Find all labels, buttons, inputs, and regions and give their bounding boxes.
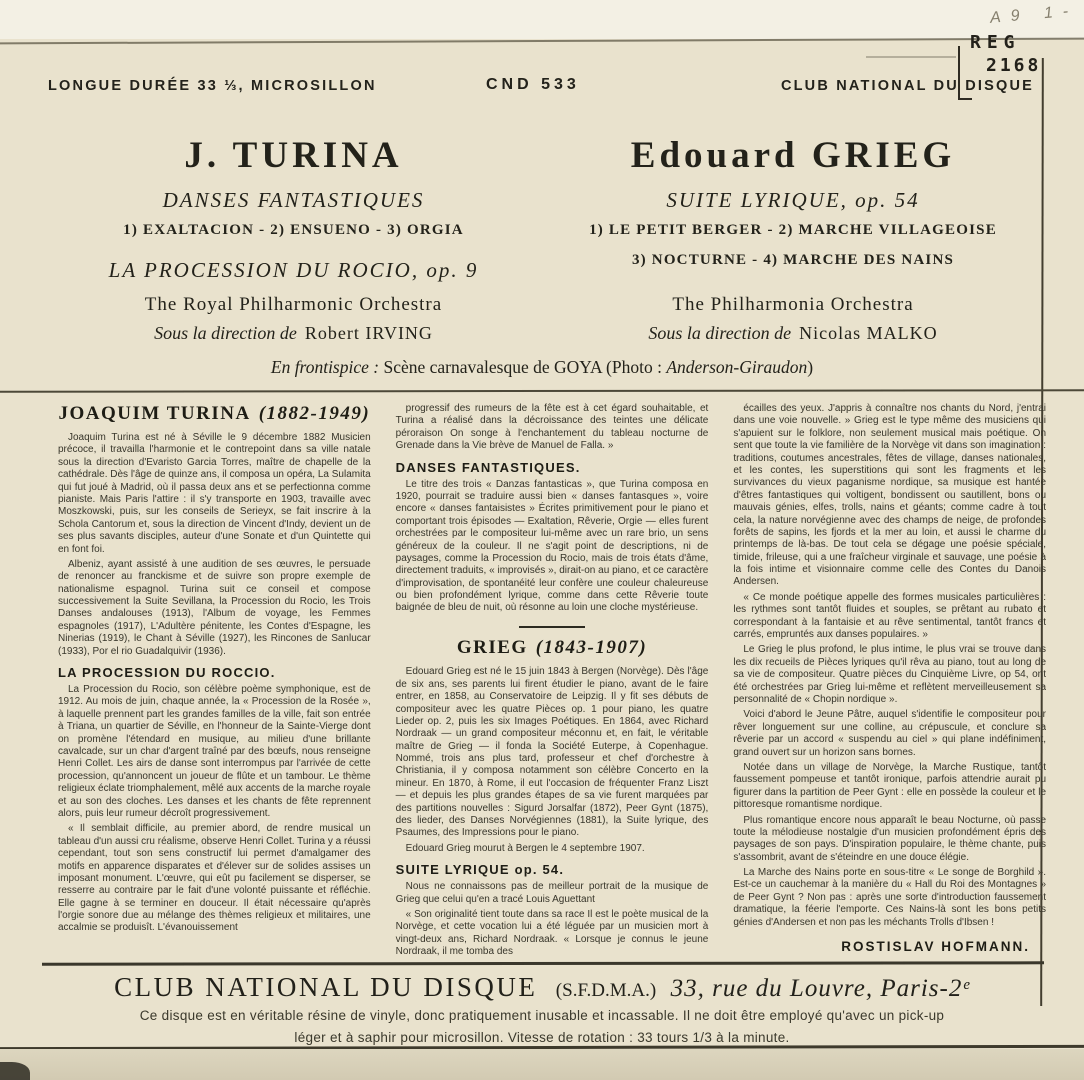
paragraph: Nous ne connaissons pas de meilleur portrait de la musique de Grieg que celui qu'en a tracé Louis Aguettant bbox=[395, 881, 709, 905]
frontispice-close: ) bbox=[807, 357, 814, 377]
liner-notes-column-1 bbox=[58, 403, 371, 963]
frontispice-description: Scène carnavalesque de GOYA (Photo : bbox=[383, 357, 662, 377]
publisher-name: CLUB NATIONAL DU DISQUE bbox=[114, 972, 538, 1002]
photo-credit: Anderson-Giraudon bbox=[666, 357, 808, 377]
orchestra-philharmonia: The Philharmonia Orchestra bbox=[672, 294, 914, 315]
liner-notes-column-3 bbox=[733, 403, 1046, 963]
movements-grieg-line1: 1) LE PETIT BERGER - 2) MARCHE VILLAGEOISE bbox=[589, 222, 997, 238]
movements-grieg-line2: 3) NOCTURNE - 4) MARCHE DES NAINS bbox=[631, 252, 955, 268]
work-title-suite-lyrique: SUITE LYRIQUE, op. 54 bbox=[666, 188, 920, 212]
bio-heading-dates: (1882-1949) bbox=[258, 403, 371, 424]
bio-heading-name: GRIEG bbox=[456, 637, 528, 659]
paragraph: « Ce monde poétique appelle des formes musicales particulières : les rythmes sont tantôt fluides et souples, se prêtant au rubato et correspondant à la fantaisie et au rêve sentimental, tantôt francs et carrés, empruntés aux danses populaires. » bbox=[733, 591, 1046, 641]
paragraph: écailles des yeux. J'appris à connaître nos chants du Nord, j'entrai dans une voie nouvelle. » Grieg est le type même des musiciens qui s'apuient sur le folklore, non seulement musical mais poétique. On sent que toute la vie familière de la Norvège vit dans son imagination : traditions, coutumes ancestrales, fêtes de village, danses nationales, et les contes, les superstitions qui sont les fragments et les survivances du vieux paganisme nordique, sa musique est hantée d'êtres fantastiques qui voltigent, bondissent ou sautillent, bons ou mauvais génies, elfes, trolls, nains et géants; comme cadre à tout cela, la nature norvégienne avec des champs de neige, de profondes forêts de sapins, les fjords et la mer au loin, et aussi le charme du printemps de là-bas. De tout cela se dégage une poésie spéciale, timide, frileuse, qui a une fraîcheur virginale et sauvage, une poésie à la fois intime et visionnaire comme celle des Contes du Danois Andersen. bbox=[733, 403, 1046, 588]
paragraph: Le Grieg le plus profond, le plus intime, le plus vrai se trouve dans les dix recueils de Pièces lyriques qu'il rêva au piano, tout au long de sa vie de compositeur. Quatre pièces du Cinquième Livre, op 54, ont été orchestrées par Grieg lui-même et reflètent merveilleusement sa personnalité de « Chopin nordique ». bbox=[733, 644, 1046, 705]
paragraph: La Marche des Nains porte en sous-titre « Le songe de Borghild ». Est-ce un cauchemar à la manière du « Hall du Roi des Montagnes » de Peer Gynt ? Non pas : après une sorte d'introduction faussement dramatique, la féerie l'emporte. Ces Nains-là sont les bons petits génies d'Andersen et non pas les méchants Trolls d'Ibsen ! bbox=[733, 867, 1046, 928]
publisher-org: (S.F.D.M.A.) bbox=[555, 980, 657, 1001]
paragraph: Edouard Grieg est né le 15 juin 1843 à Bergen (Norvège). Dès l'âge de six ans, ses parents lui firent étudier le piano, avant de le faire entrer, en 1858, au Conservatoire de Leipzig. Il y fit ses débuts de compositeur avec les quatre Pièces op. 1 pour piano, les quatre Lieder op. 2, puis les six Images Poétiques. En 1864, avec Richard Nordraak — un grand compositeur méconnu et, en fait, le véritable maître de Grieg — il fonda la Société Euterpe, à Copenhague. Nommé, trois ans plus tard, professeur et chef d'orchestre à Christiania, il y composa notamment son célèbre Concerto en la mineur. En 1870, à Rome, il eut l'occasion de fréquenter Franz Liszt — et depuis les plus grandes étapes de sa vie furent marquées par des partitions nouvelles : Sigurd Jorsalfar (1872), Peer Gynt (1875), des lieder, des Danses Norvégiennes (1881), la Suite lyrique, des Psaumes, des Impressions pour le piano. bbox=[395, 666, 709, 839]
handwritten-note: A9 1- bbox=[989, 2, 1079, 27]
divider-rule-top bbox=[0, 389, 1084, 393]
divider-rule-footer bbox=[42, 961, 1044, 965]
paragraph: Edouard Grieg mourut à Bergen le 4 septembre 1907. bbox=[405, 842, 645, 854]
frontispice-credit-line bbox=[0, 357, 1084, 378]
vinyl-notice-line2: léger et à saphir pour microsillon. Vitesse de rotation : 33 tours 1/3 à la minute. bbox=[294, 1030, 790, 1045]
stamp-reg-number: 2168 bbox=[986, 55, 1042, 76]
conductor-line-irving bbox=[66, 323, 521, 344]
conductor-line-malko bbox=[562, 323, 1024, 344]
stamp-tick-line bbox=[866, 56, 956, 58]
vinyl-notice-line1: Ce disque est en véritable résine de vinyle, donc pratiquement inusable et incassable. Il ne doit être employé qu'avec un pick-up bbox=[139, 1008, 945, 1023]
paragraph: Le titre des trois « Danzas fantasticas », que Turina composa en 1920, pourrait se traduire aussi bien « danses fantasques », voire encore « danses fantaisistes » Écrites primitivement pour le piano et comportant trois épisodes — Exaltation, Rêverie, Orgie — elles furent orchestrées par le compositeur lui-même avec un rare brio, un sens généreux de la couleur. Il ne s'agit point de descriptions, ni de paysages, comme la Procession du Rocio, mais de trois états d'âme, directement traduits, « improvisés », dirait-on au piano, et ce caractère d'improvisation, de spontanéité leur confère une couleur chaleureuse ou bien profondément lyrique, comme dans cette Rêverie toute baignée de bleu de nuit, où résonne au loin une cloche mystérieuse. bbox=[395, 478, 709, 614]
frontispice-prefix: En frontispice : bbox=[270, 357, 380, 377]
stamp-reg-label: REG bbox=[970, 32, 1021, 53]
work-title-danses: DANSES FANTASTIQUES bbox=[162, 188, 425, 212]
bio-heading-name: JOAQUIM TURINA bbox=[58, 403, 251, 424]
paragraph: La Procession du Rocio, son célèbre poème symphonique, est de 1912. Au mois de juin, chaque année, la « Procession de la Rosée », à laquelle prennent part les grandes familles de la ville, fait son entrée à Triana, un quartier de Séville, en l'honneur de la Sainte-Vierge dont on promène l'étendard en musique, au milieu d'une brillante cavalcade, sur un char d'argent traîné par des bœufs, nous renseigne Henri Collet. Les airs de danse sont interrompus par l'arrivée de cette procession, qu'annoncent un joueur de flûte et un tambour. Le thème religieux éclate triomphalement, mêlé aux accents de la marche royale et au son des cloches. Les danses et les chants de fête reprennent alors, puis leur rumeur décroît progressivement. bbox=[58, 684, 371, 819]
orchestra-royal-philharmonic: The Royal Philharmonic Orchestra bbox=[144, 294, 443, 315]
author-signature: ROSTISLAV HOFMANN. bbox=[841, 939, 1031, 955]
scan-edge-bottom bbox=[0, 1049, 1084, 1080]
paragraph: Albeniz, ayant assisté à une audition de ses œuvres, le persuade de renoncer au franckisme et de suivre son propre exemple de nationalisme espagnol. Turina suit ce conseil et compose successivement la Suite Sevillana, la Procession du Rocio, les Trois Danses andalouses (1913), l'Album de voyage, les Femmes espagnoles (1917), L'Adultère pénitente, les Contes d'Espagne, les Ninerias (1919), le Chant à Séville (1927), les Rincones de Sanlucar (1933), Por el rio Guadalquivir (1936). bbox=[58, 558, 371, 657]
bio-heading-dates: (1843-1907) bbox=[535, 637, 648, 659]
direction-prefix: Sous la direction de bbox=[648, 323, 792, 343]
liner-notes-column-2 bbox=[396, 403, 709, 963]
paragraph: Plus romantique encore nous apparaît le beau Nocturne, où passe toute la mélodieuse nostalgie d'un musicien profondément épris des paysages de son pays. D'inspiration populaire, le thème chante, puis s'assombrit, avant de s'éteindre en une douce élégie. bbox=[733, 814, 1046, 863]
bio-heading-turina bbox=[58, 403, 371, 425]
paragraph: Voici d'abord le Jeune Pâtre, auquel s'identifie le compositeur pour rêver longuement sur une colline, au crépuscule, et conclure sa rêverie par un accord « suspendu au ciel » qui plane indéfiniment, grand ouvert sur un horizon sans bornes. bbox=[733, 709, 1046, 758]
album-block-grieg bbox=[562, 134, 1024, 349]
direction-prefix: Sous la direction de bbox=[154, 323, 297, 343]
section-heading-danses: DANSES FANTASTIQUES. bbox=[395, 459, 581, 475]
movements-turina: 1) EXALTACION - 2) ENSUENO - 3) ORGIA bbox=[123, 222, 464, 238]
reg-stamp bbox=[956, 32, 1041, 76]
section-heading-suite-lyrique: SUITE LYRIQUE op. 54. bbox=[395, 862, 565, 878]
footer-publisher-line bbox=[0, 972, 1084, 1003]
album-block-turina bbox=[66, 134, 521, 349]
label-name: CLUB NATIONAL DU DISQUE bbox=[780, 78, 1034, 94]
conductor-name-irving: Robert IRVING bbox=[304, 323, 433, 343]
bio-heading-grieg bbox=[396, 637, 709, 659]
short-divider-rule bbox=[519, 626, 585, 629]
paragraph: Notée dans un village de Norvège, la Marche Rustique, tantôt faussement pompeuse et tantôt ironique, parfois attendrie aurait pu figurer dans la partition de Peer Gynt : elle en possède la couleur et le pittoresque romantisme nordique. bbox=[733, 761, 1046, 811]
composer-name-grieg: Edouard GRIEG bbox=[630, 135, 956, 176]
paragraph: « Son originalité tient toute dans sa race Il est le poète musical de la Norvège, et cette vocation lui a été léguée par un musicien mort à vingt-deux ans, Richard Nordraak. « Lorsque je connus le jeune Nordraak, il me tomba des bbox=[395, 909, 709, 958]
paragraph: progressif des rumeurs de la fête est à cet égard souhaitable, et Turina a réalisé dans la décroissance des teintes une délicate péroraison On songe à l'enchantement du tableau nocturne de Grenade dans la Vie brève de Manuel de Falla. » bbox=[395, 403, 709, 452]
scan-artifact-blotch bbox=[0, 1062, 30, 1080]
conductor-name-malko: Nicolas MALKO bbox=[799, 323, 938, 343]
work-title-procession: LA PROCESSION DU ROCIO, op. 9 bbox=[108, 258, 479, 282]
paragraph: « Il semblait difficile, au premier abord, de rendre musical un tableau d'un aussi cru réalisme, observe Henri Collet. Turina y a réussi cependant, tout son sens constructif lui permet d'amalgamer des motifs en apparence disparates et d'élever sur de solides assises un imposant monument. L'œuvre, qui eût pu facilement se disperser, se resserre au contraire par le fait d'une volonté puissante et réfléchie. Elle gagne à se terminer en douceur. Il était nécessaire qu'après l'orgie sonore due au mélange des thèmes religieux et militaires, une accalmie se produisît. L'évanouissement bbox=[58, 823, 371, 934]
format-label: LONGUE DURÉE 33 ⅓, MICROSILLON bbox=[48, 78, 377, 94]
scan-edge-top bbox=[0, 0, 1084, 39]
composer-name-turina: J. TURINA bbox=[184, 135, 403, 176]
catalog-number: CND 533 bbox=[486, 76, 580, 93]
liner-notes bbox=[58, 403, 1046, 963]
top-header-bar bbox=[48, 78, 1036, 100]
publisher-address: 33, rue du Louvre, Paris-2ᵉ bbox=[670, 975, 970, 1002]
section-heading-procession: LA PROCESSION DU ROCCIO. bbox=[58, 665, 276, 681]
paragraph: Joaquim Turina est né à Séville le 9 décembre 1882 Musicien précoce, il travailla l'harmonie et le contrepoint dans sa ville natale sous la direction d'Evaristo Garcia Torres, maître de chapelle de la cathédrale. Dès l'âge de quinze ans, il composa un opéra, La Sulamita qui fut joué à Madrid, où il passa deux ans et se perfectionna comme pianiste. Mais Paris l'attire : il s'y transporte en 1903, travaille avec Moszkowski, puis, sur les conseils de Serieyx, se fait inscrire à la Schola Cantorum et, sous la direction de Vincent d'Indy, devient un de ses plus savants disciples, auteur d'une Sonate et d'un Quintette qui en font foi. bbox=[58, 432, 371, 555]
